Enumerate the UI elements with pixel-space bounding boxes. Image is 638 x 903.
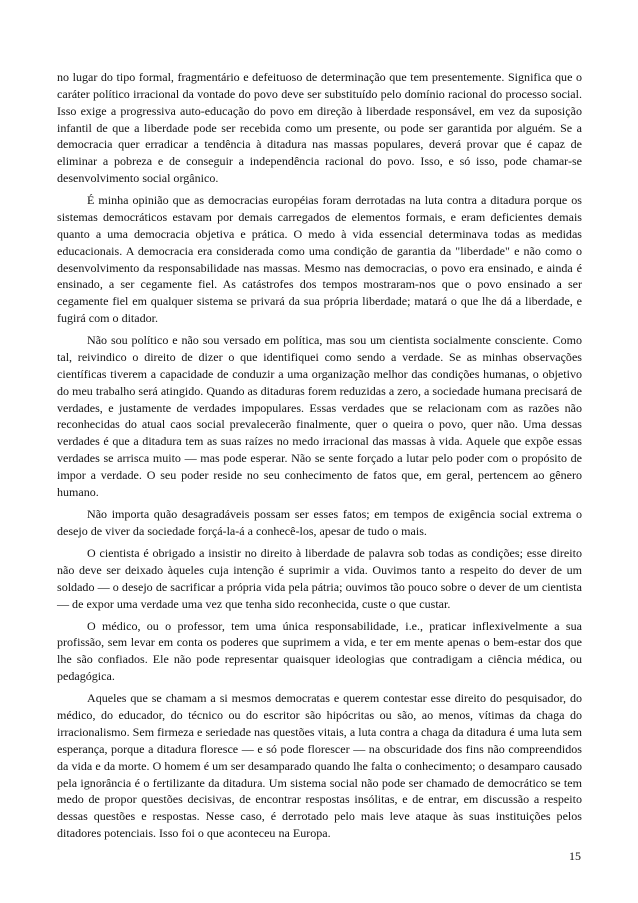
- paragraph-5: O cientista é obrigado a insistir no direito à liberdade de palavra sob todas as condições; esse direito não deve ser deixado àqueles cuja intenção é suprimir a vida. Ouvimos tanto a respeito do dever de um soldado — o desejo de sacrificar a própria vida pela pátria; ouvimos tão pouco sobre o dever de um cientista — de expor uma verdade uma vez que tenha sido reconhecida, custe o que custar.: [57, 545, 582, 611]
- body-text: [57, 69, 582, 847]
- paragraph-7: Aqueles que se chamam a si mesmos democratas e querem contestar esse direito do pesquisador, do médico, do educador, do técnico ou do escritor são hipócritas ou são, ao menos, vítimas da chaga do irracionalismo. Sem firmeza e seriedade nas questões vitais, a luta contra a chaga da ditadura é uma luta sem esperança, porque a ditadura floresce — e só pode florescer — na obscuridade dos fins não compreendidos da vida e da morte. O homem é um ser desamparado quando lhe falta o conhecimento; o desamparo causado pela ignorância é o fertilizante da ditadura. Um sistema social não pode ser chamado de democrático se tem medo de propor questões decisivas, de encontrar respostas insólitas, e de entrar, em discussão a respeito dessas questões e respostas. Nesse caso, é derrotado pelo mais leve ataque às suas instituições pelos ditadores potenciais. Isso foi o que aconteceu na Europa.: [57, 691, 582, 841]
- paragraph-2: É minha opinião que as democracias européias foram derrotadas na luta contra a ditadura porque os sistemas democráticos estavam por demais carregados de elementos formais, e eram deficientes demais quanto a uma democracia objetiva e prática. O medo à vida essencial determinava todas as medidas educacionais. A democracia era considerada como uma condição de garantia da "liberdade" e não como o desenvolvimento da responsabilidade nas massas. Mesmo nas democracias, o povo era ensinado, e ainda é ensinado, a ser cegamente fiel. As catástrofes dos tempos mostraram-nos que o povo ensinado a ser cegamente fiel em qualquer sistema se privará da sua própria liberdade; matará o que lhe dá a liberdade, e fugirá com o ditador.: [57, 193, 582, 326]
- paragraph-1: no lugar do tipo formal, fragmentário e defeituoso de determinação que tem presentemente. Significa que o caráter político irracional da vontade do povo deve ser substituído pelo domínio racional do processo social. Isso exige a progressiva auto-educação do povo em direção à liberdade responsável, em vez da suposição infantil de que a liberdade pode ser recebida como um presente, ou pode ser garantida por alguém. Se a democracia quer erradicar a tendência à ditadura nas massas populares, deverá provar que é capaz de eliminar a pobreza e de conseguir a independência racional do povo. Isso, e só isso, pode chamar-se desenvolvimento social orgânico.: [57, 70, 582, 186]
- paragraph-3: Não sou político e não sou versado em política, mas sou um cientista socialmente consciente. Como tal, reivindico o direito de dizer o que identifiquei como sendo a verdade. Se as minhas observações científicas tiverem a capacidade de conduzir a uma organização melhor das condições humanas, o objetivo do meu trabalho será atingido. Quando as ditaduras forem reduzidas a zero, a sociedade humana precisará de verdades, e justamente de verdades impopulares. Essas verdades que se relacionam com as razões não reconhecidas do atual caos social prevalecerão finalmente, quer o queira o povo, quer não. Uma dessas verdades é que a ditadura tem as suas raízes no medo irracional das massas à vida. Aquele que expõe essas verdades se arrisca muito — mas pode esperar. Não se sente forçado a lutar pelo poder com o propósito de impor a verdade. O seu poder reside no seu conhecimento de fatos que, em geral, pertencem ao gênero humano.: [57, 333, 582, 499]
- page-number: 15: [569, 849, 581, 863]
- paragraph-6: O médico, ou o professor, tem uma única responsabilidade, i.e., praticar inflexivelmente a sua profissão, sem levar em conta os poderes que suprimem a vida, e ter em mente apenas o bem-estar dos que lhe são confiados. Ele não pode representar quaisquer ideologias que contradigam a ciência médica, ou pedagógica.: [57, 618, 582, 684]
- paragraph-4: Não importa quão desagradáveis possam ser esses fatos; em tempos de exigência social extrema o desejo de viver da sociedade forçá-la-á a conhecê-los, apesar de tudo o mais.: [57, 506, 582, 538]
